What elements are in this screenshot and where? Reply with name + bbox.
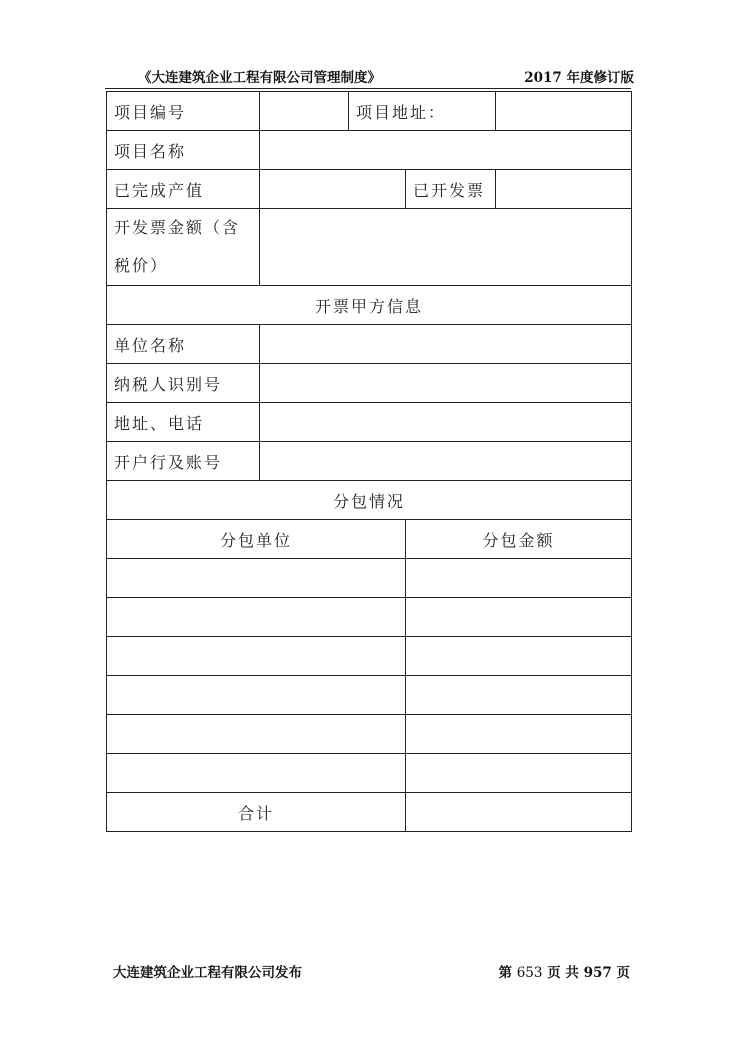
subcontract-unit-field[interactable] — [107, 754, 406, 793]
subcontract-unit-field[interactable] — [107, 559, 406, 598]
invoice-amount-label: 开发票金额（含税价） — [107, 209, 260, 286]
row-taxpayer-id — [107, 364, 632, 403]
company-name-label: 单位名称 — [107, 325, 260, 364]
row-project-name — [107, 131, 632, 170]
subcontract-row — [107, 754, 632, 793]
party-a-section-title: 开票甲方信息 — [107, 286, 632, 325]
subcontract-unit-field[interactable] — [107, 676, 406, 715]
taxpayer-id-field[interactable] — [260, 364, 632, 403]
invoiced-label: 已开发票 — [406, 170, 496, 209]
project-name-field[interactable] — [260, 131, 632, 170]
page-total: 957 — [583, 965, 612, 981]
project-name-label: 项目名称 — [107, 131, 260, 170]
subcontract-amount-field[interactable] — [406, 676, 632, 715]
subcontract-amount-field[interactable] — [406, 637, 632, 676]
row-address-phone — [107, 403, 632, 442]
company-name-field[interactable] — [260, 325, 632, 364]
subcontract-unit-header: 分包单位 — [107, 520, 406, 559]
page-prefix: 第 — [498, 965, 517, 981]
row-subcontract-title — [107, 481, 632, 520]
total-amount-field[interactable] — [406, 793, 632, 832]
invoiced-field[interactable] — [496, 170, 632, 209]
subcontract-amount-header: 分包金额 — [406, 520, 632, 559]
row-company-name — [107, 325, 632, 364]
subcontract-amount-field[interactable] — [406, 598, 632, 637]
subcontract-amount-field[interactable] — [406, 754, 632, 793]
subcontract-section-title: 分包情况 — [107, 481, 632, 520]
row-total — [107, 793, 632, 832]
subcontract-row — [107, 715, 632, 754]
project-address-label: 项目地址： — [349, 92, 496, 131]
subcontract-row — [107, 598, 632, 637]
row-invoice-amount — [107, 209, 632, 286]
row-subcontract-header — [107, 520, 632, 559]
subcontract-amount-field[interactable] — [406, 559, 632, 598]
subcontract-amount-field[interactable] — [406, 715, 632, 754]
form-table — [106, 91, 632, 832]
subcontract-unit-field[interactable] — [107, 637, 406, 676]
invoice-amount-field[interactable] — [260, 209, 632, 286]
footer-page-number — [499, 961, 630, 981]
row-completed-output — [107, 170, 632, 209]
bank-account-field[interactable] — [260, 442, 632, 481]
subcontract-unit-field[interactable] — [107, 598, 406, 637]
header-rule — [105, 88, 631, 89]
total-label: 合计 — [107, 793, 406, 832]
address-phone-field[interactable] — [260, 403, 632, 442]
subcontract-row — [107, 637, 632, 676]
document-header-version: 2017 年度修订版 — [524, 70, 634, 86]
row-project-number — [107, 92, 632, 131]
page-current: 653 — [516, 965, 543, 981]
footer-publisher: 大连建筑企业工程有限公司发布 — [113, 965, 302, 981]
subcontract-row — [107, 676, 632, 715]
bank-account-label: 开户行及账号 — [107, 442, 260, 481]
page-middle: 页 共 — [542, 965, 584, 981]
document-header-title: 《大连建筑企业工程有限公司管理制度》 — [138, 70, 381, 86]
taxpayer-id-label: 纳税人识别号 — [107, 364, 260, 403]
row-party-a-title — [107, 286, 632, 325]
project-address-field[interactable] — [496, 92, 632, 131]
project-number-label: 项目编号 — [107, 92, 260, 131]
subcontract-row — [107, 559, 632, 598]
project-number-field[interactable] — [260, 92, 349, 131]
completed-output-label: 已完成产值 — [107, 170, 260, 209]
address-phone-label: 地址、电话 — [107, 403, 260, 442]
subcontract-unit-field[interactable] — [107, 715, 406, 754]
page-suffix: 页 — [611, 965, 630, 981]
completed-output-field[interactable] — [260, 170, 406, 209]
invoice-request-form — [106, 91, 631, 832]
row-bank-account — [107, 442, 632, 481]
